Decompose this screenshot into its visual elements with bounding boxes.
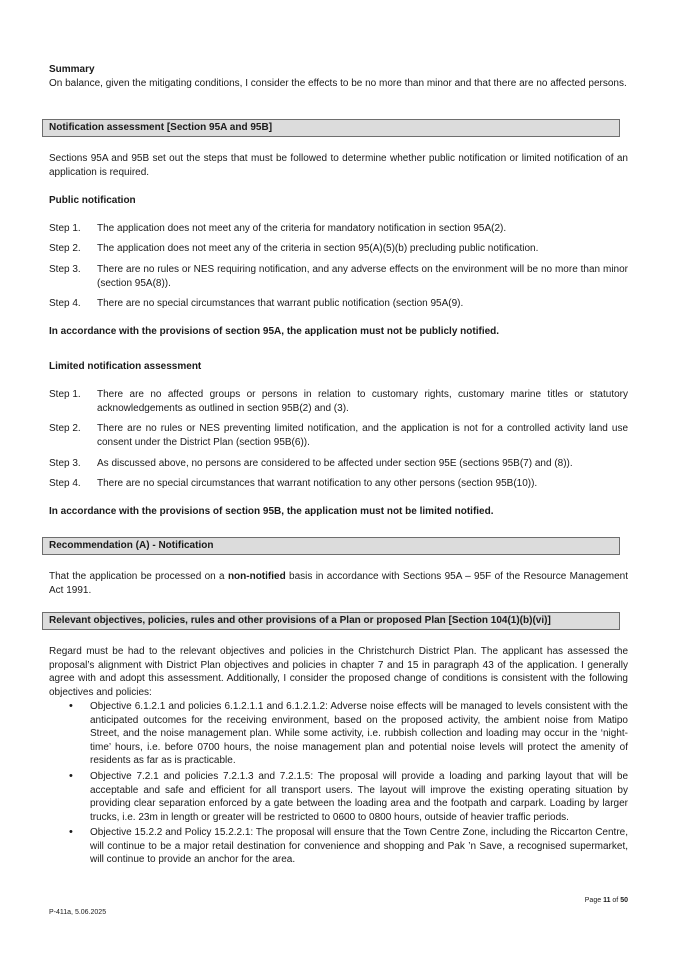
recommendation-text-end: basis in accordance with Sections 95A – 95F of the Resource Management Act 1991. <box>49 571 628 596</box>
bullet-text: Objective 15.2.2 and Policy 15.2.2.1: The proposal will ensure that the Town Centre Zone, including the Riccarton Centre, will continue to be a major retail destination for convenience and shopping and Pak ’n Save, a recognised supermarket, will continue to provide an anchor for the area. <box>90 827 628 866</box>
step-number: Step 1. <box>49 223 81 234</box>
relevant-provisions-paragraph: Regard must be had to the relevant objectives and policies in the Christchurch District Plan. The applicant has assessed the proposal’s alignment with District Plan objectives and policies in chapter 7 and 15 in paragraph 43 of the application. I generally agree with and adopt this assessment. Additionally, I consider the proposed change of conditions is consistent with the following objectives and policies: <box>49 646 628 698</box>
page-number <box>585 896 628 905</box>
step-text: The application does not meet any of the criteria in section 95(A)(5)(b) precluding public notification. <box>97 243 539 254</box>
step-number: Step 4. <box>49 298 81 309</box>
bullet-text: Objective 7.2.1 and policies 7.2.1.3 and 7.2.1.5: The proposal will provide a loading and parking layout that will be acceptable and safe and efficient for all transport users. The layout will improve the existing operating situation by providing clear separation enforced by a gate between the loading area and the footpath and carpark. Loading by larger trucks, i.e. 23m in length or greater will be restricted to 0600 to 0800 hours, outside of heavier traffic periods. <box>90 771 628 823</box>
step-number: Step 3. <box>49 264 81 275</box>
notification-section-header: Notification assessment [Section 95A and 95B] <box>42 119 620 137</box>
intro-paragraph: Sections 95A and 95B set out the steps that must be followed to determine whether public notification or limited notification of an application is required. <box>49 153 628 178</box>
step-text: There are no rules or NES requiring notification, and any adverse effects on the environment will be no more than minor (section 95A(8)). <box>97 264 628 289</box>
limited-notification-heading: Limited notification assessment <box>49 361 202 372</box>
bullet-icon: • <box>69 700 73 712</box>
limited-conclusion: In accordance with the provisions of section 95B, the application must not be limited notified. <box>49 506 494 517</box>
bullet-icon: • <box>69 770 73 782</box>
public-notification-heading: Public notification <box>49 195 136 206</box>
page-total: 50 <box>620 897 628 904</box>
bullet-text: Objective 6.1.2.1 and policies 6.1.2.1.1 and 6.1.2.1.2: Adverse noise effects will be managed to levels consistent with the anticipated outcomes for the receiving environment, based on the proposed activity, the ambient noise from Matipo Street, and the noise management plan. While some activity, i.e. rubbish collection and loading may occur in the ‘night-time’ hours, i.e. before 0700 hours, the noise management plan and potential noise levels will protect the amenity of residents as far as is practicable. <box>90 701 628 767</box>
page-prefix: Page <box>584 897 604 904</box>
step-number: Step 2. <box>49 423 81 434</box>
step-text: There are no rules or NES preventing limited notification, and the application is not for a controlled activity land use consent under the District Plan (section 95B(6)). <box>97 423 628 448</box>
step-text: There are no affected groups or persons in relation to customary rights, customary marine titles or statutory acknowledgements as outlined in section 95B(2) and (3). <box>97 389 628 414</box>
step-number: Step 1. <box>49 389 81 400</box>
recommendation-paragraph <box>49 570 628 597</box>
relevant-provisions-section-header: Relevant objectives, policies, rules and other provisions of a Plan or proposed Plan [Section 104(1)(b)(vi)] <box>42 612 620 630</box>
summary-heading: Summary <box>49 64 95 75</box>
step-number: Step 4. <box>49 478 81 489</box>
step-text: There are no special circumstances that warrant notification to any other persons (section 95B(10)). <box>97 478 538 489</box>
non-notified-emphasis: non-notified <box>227 571 286 582</box>
step-number: Step 3. <box>49 458 81 469</box>
step-text: There are no special circumstances that warrant public notification (section 95A(9). <box>97 298 464 309</box>
step-text: As discussed above, no persons are considered to be affected under section 95E (sections 95B(7) and (8)). <box>97 458 573 469</box>
recommendation-text-start: That the application be processed on a <box>49 571 228 582</box>
step-text: The application does not meet any of the criteria for mandatory notification in section 95A(2). <box>97 223 507 234</box>
summary-text: On balance, given the mitigating conditions, I consider the effects to be no more than minor and that there are no affected persons. <box>49 78 627 89</box>
public-conclusion: In accordance with the provisions of section 95A, the application must not be publicly notified. <box>49 326 500 337</box>
document-code: P-411a, 5.06.2025 <box>49 909 107 916</box>
page-current: 11 <box>603 897 611 904</box>
recommendation-section-header: Recommendation (A) - Notification <box>42 537 620 555</box>
bullet-icon: • <box>69 826 73 838</box>
step-number: Step 2. <box>49 243 81 254</box>
page-separator: of <box>610 897 621 904</box>
